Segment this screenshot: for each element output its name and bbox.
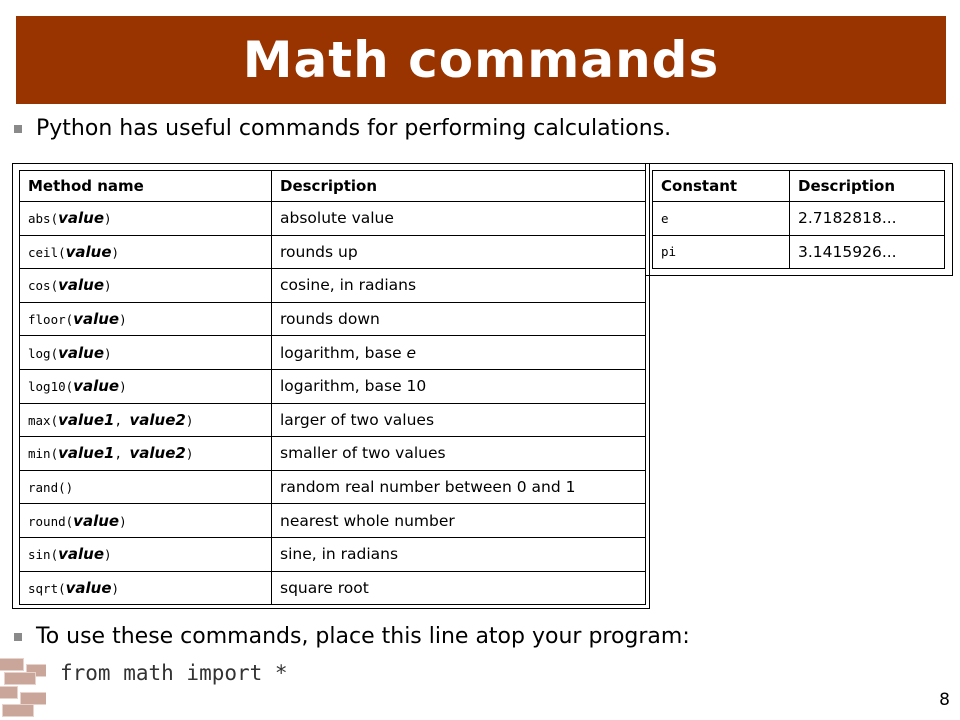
method-name: log10 bbox=[28, 379, 66, 395]
method-signature bbox=[20, 269, 272, 303]
method-name: ceil bbox=[28, 244, 59, 260]
bullet-usage bbox=[14, 624, 690, 649]
method-description-text: rounds up bbox=[280, 242, 358, 261]
table-row bbox=[20, 336, 646, 370]
method-arg: value1 bbox=[58, 444, 115, 463]
paren: ) bbox=[104, 547, 112, 563]
paren: ( bbox=[50, 446, 59, 462]
constants-table bbox=[652, 170, 945, 269]
bullet-intro-text: Python has useful commands for performing calculations. bbox=[36, 116, 672, 141]
method-signature bbox=[20, 504, 272, 538]
paren: ) bbox=[119, 513, 127, 529]
table-row bbox=[20, 235, 646, 269]
method-description-italic: e bbox=[406, 343, 417, 362]
method-signature bbox=[20, 437, 272, 471]
method-arg: value bbox=[65, 578, 112, 597]
paren: ( bbox=[65, 513, 74, 529]
constant-value: 2.7182818... bbox=[798, 209, 897, 228]
constants-table-header-row bbox=[653, 171, 945, 202]
paren: ( bbox=[65, 379, 74, 395]
constant-name-cell bbox=[653, 235, 790, 269]
method-signature bbox=[20, 235, 272, 269]
method-description bbox=[272, 537, 646, 571]
method-arg: value bbox=[58, 209, 105, 228]
method-description bbox=[272, 336, 646, 370]
method-description bbox=[272, 369, 646, 403]
column-header-constant: Constant bbox=[653, 171, 790, 202]
method-description bbox=[272, 202, 646, 236]
comma: , bbox=[114, 412, 130, 428]
column-header-constant-description: Description bbox=[790, 171, 945, 202]
method-description-text: sine, in radians bbox=[280, 545, 399, 564]
title-bar bbox=[16, 16, 946, 104]
method-name: cos bbox=[28, 278, 51, 294]
method-description bbox=[272, 437, 646, 471]
column-header-description: Description bbox=[272, 171, 646, 202]
table-row bbox=[653, 235, 945, 269]
method-name: sin bbox=[28, 547, 51, 563]
method-description bbox=[272, 269, 646, 303]
constant-name: pi bbox=[661, 244, 677, 260]
method-description bbox=[272, 470, 646, 504]
table-row bbox=[20, 269, 646, 303]
import-code-line: from math import * bbox=[60, 661, 288, 685]
table-row bbox=[653, 202, 945, 236]
method-description-text: square root bbox=[280, 578, 369, 597]
method-name: max bbox=[28, 412, 51, 428]
constant-value: 3.1415926... bbox=[798, 242, 897, 261]
paren: ) bbox=[65, 479, 74, 495]
table-row bbox=[20, 537, 646, 571]
table-row bbox=[20, 369, 646, 403]
paren: ( bbox=[58, 244, 66, 260]
paren: ( bbox=[50, 412, 59, 428]
method-arg: value bbox=[58, 545, 105, 564]
method-arg: value bbox=[73, 377, 120, 396]
method-description-text: cosine, in radians bbox=[280, 276, 417, 295]
paren: ( bbox=[50, 345, 59, 361]
table-row bbox=[20, 302, 646, 336]
method-signature bbox=[20, 403, 272, 437]
method-signature bbox=[20, 369, 272, 403]
comma: , bbox=[114, 446, 130, 462]
method-name: sqrt bbox=[28, 580, 59, 596]
method-description-text: nearest whole number bbox=[280, 511, 455, 530]
bullet-intro bbox=[14, 116, 671, 141]
square-bullet-icon bbox=[14, 633, 22, 641]
method-description-text: absolute value bbox=[280, 209, 394, 228]
constant-name-cell bbox=[653, 202, 790, 236]
table-row bbox=[20, 202, 646, 236]
method-arg: value bbox=[65, 242, 112, 261]
constant-value-cell bbox=[790, 235, 945, 269]
method-arg: value1 bbox=[58, 410, 115, 429]
bullet-usage-text: To use these commands, place this line atop your program: bbox=[36, 624, 690, 649]
method-description-text: logarithm, base 10 bbox=[280, 377, 427, 396]
method-name: min bbox=[28, 446, 51, 462]
method-description bbox=[272, 571, 646, 605]
method-signature bbox=[20, 202, 272, 236]
paren: ) bbox=[104, 211, 112, 227]
method-description bbox=[272, 403, 646, 437]
method-name: rand bbox=[28, 479, 59, 495]
brick-decoration bbox=[0, 656, 46, 720]
page-number: 8 bbox=[939, 690, 950, 710]
paren: ) bbox=[104, 278, 112, 294]
method-arg: value bbox=[58, 276, 105, 295]
method-arg: value bbox=[73, 310, 120, 329]
method-signature bbox=[20, 302, 272, 336]
table-row bbox=[20, 437, 646, 471]
paren: ) bbox=[111, 580, 120, 596]
table-row bbox=[20, 403, 646, 437]
method-description-text: random real number between 0 and 1 bbox=[280, 478, 576, 497]
paren: ) bbox=[185, 412, 194, 428]
paren: ) bbox=[119, 312, 127, 328]
paren: ( bbox=[65, 312, 74, 328]
method-name: abs bbox=[28, 211, 51, 227]
method-description-text: smaller of two values bbox=[280, 444, 446, 463]
table-row bbox=[20, 470, 646, 504]
constant-name: e bbox=[661, 210, 669, 226]
paren: ) bbox=[185, 446, 194, 462]
method-description bbox=[272, 235, 646, 269]
methods-table-header-row bbox=[20, 171, 646, 202]
method-arg: value2 bbox=[129, 410, 186, 429]
paren: ( bbox=[50, 278, 59, 294]
method-description-text: rounds down bbox=[280, 310, 380, 329]
method-arg: value2 bbox=[129, 444, 186, 463]
method-description bbox=[272, 504, 646, 538]
method-signature bbox=[20, 537, 272, 571]
paren: ( bbox=[50, 211, 59, 227]
method-name: floor bbox=[28, 312, 66, 328]
method-arg: value bbox=[58, 343, 105, 362]
method-name: log bbox=[28, 345, 51, 361]
paren: ) bbox=[104, 345, 112, 361]
column-header-method-name: Method name bbox=[20, 171, 272, 202]
page-title: Math commands bbox=[242, 31, 720, 89]
paren: ) bbox=[111, 244, 120, 260]
paren: ( bbox=[58, 580, 66, 596]
method-description-text: logarithm, base bbox=[280, 343, 402, 362]
paren: ) bbox=[119, 379, 127, 395]
table-row bbox=[20, 504, 646, 538]
method-signature bbox=[20, 336, 272, 370]
method-description-text: larger of two values bbox=[280, 410, 435, 429]
paren: ( bbox=[50, 547, 59, 563]
method-name: round bbox=[28, 513, 66, 529]
table-row bbox=[20, 571, 646, 605]
square-bullet-icon bbox=[14, 125, 22, 133]
method-arg: value bbox=[73, 511, 120, 530]
constant-value-cell bbox=[790, 202, 945, 236]
methods-table bbox=[19, 170, 646, 605]
method-description bbox=[272, 302, 646, 336]
method-signature bbox=[20, 470, 272, 504]
paren: ( bbox=[58, 479, 66, 495]
method-signature bbox=[20, 571, 272, 605]
